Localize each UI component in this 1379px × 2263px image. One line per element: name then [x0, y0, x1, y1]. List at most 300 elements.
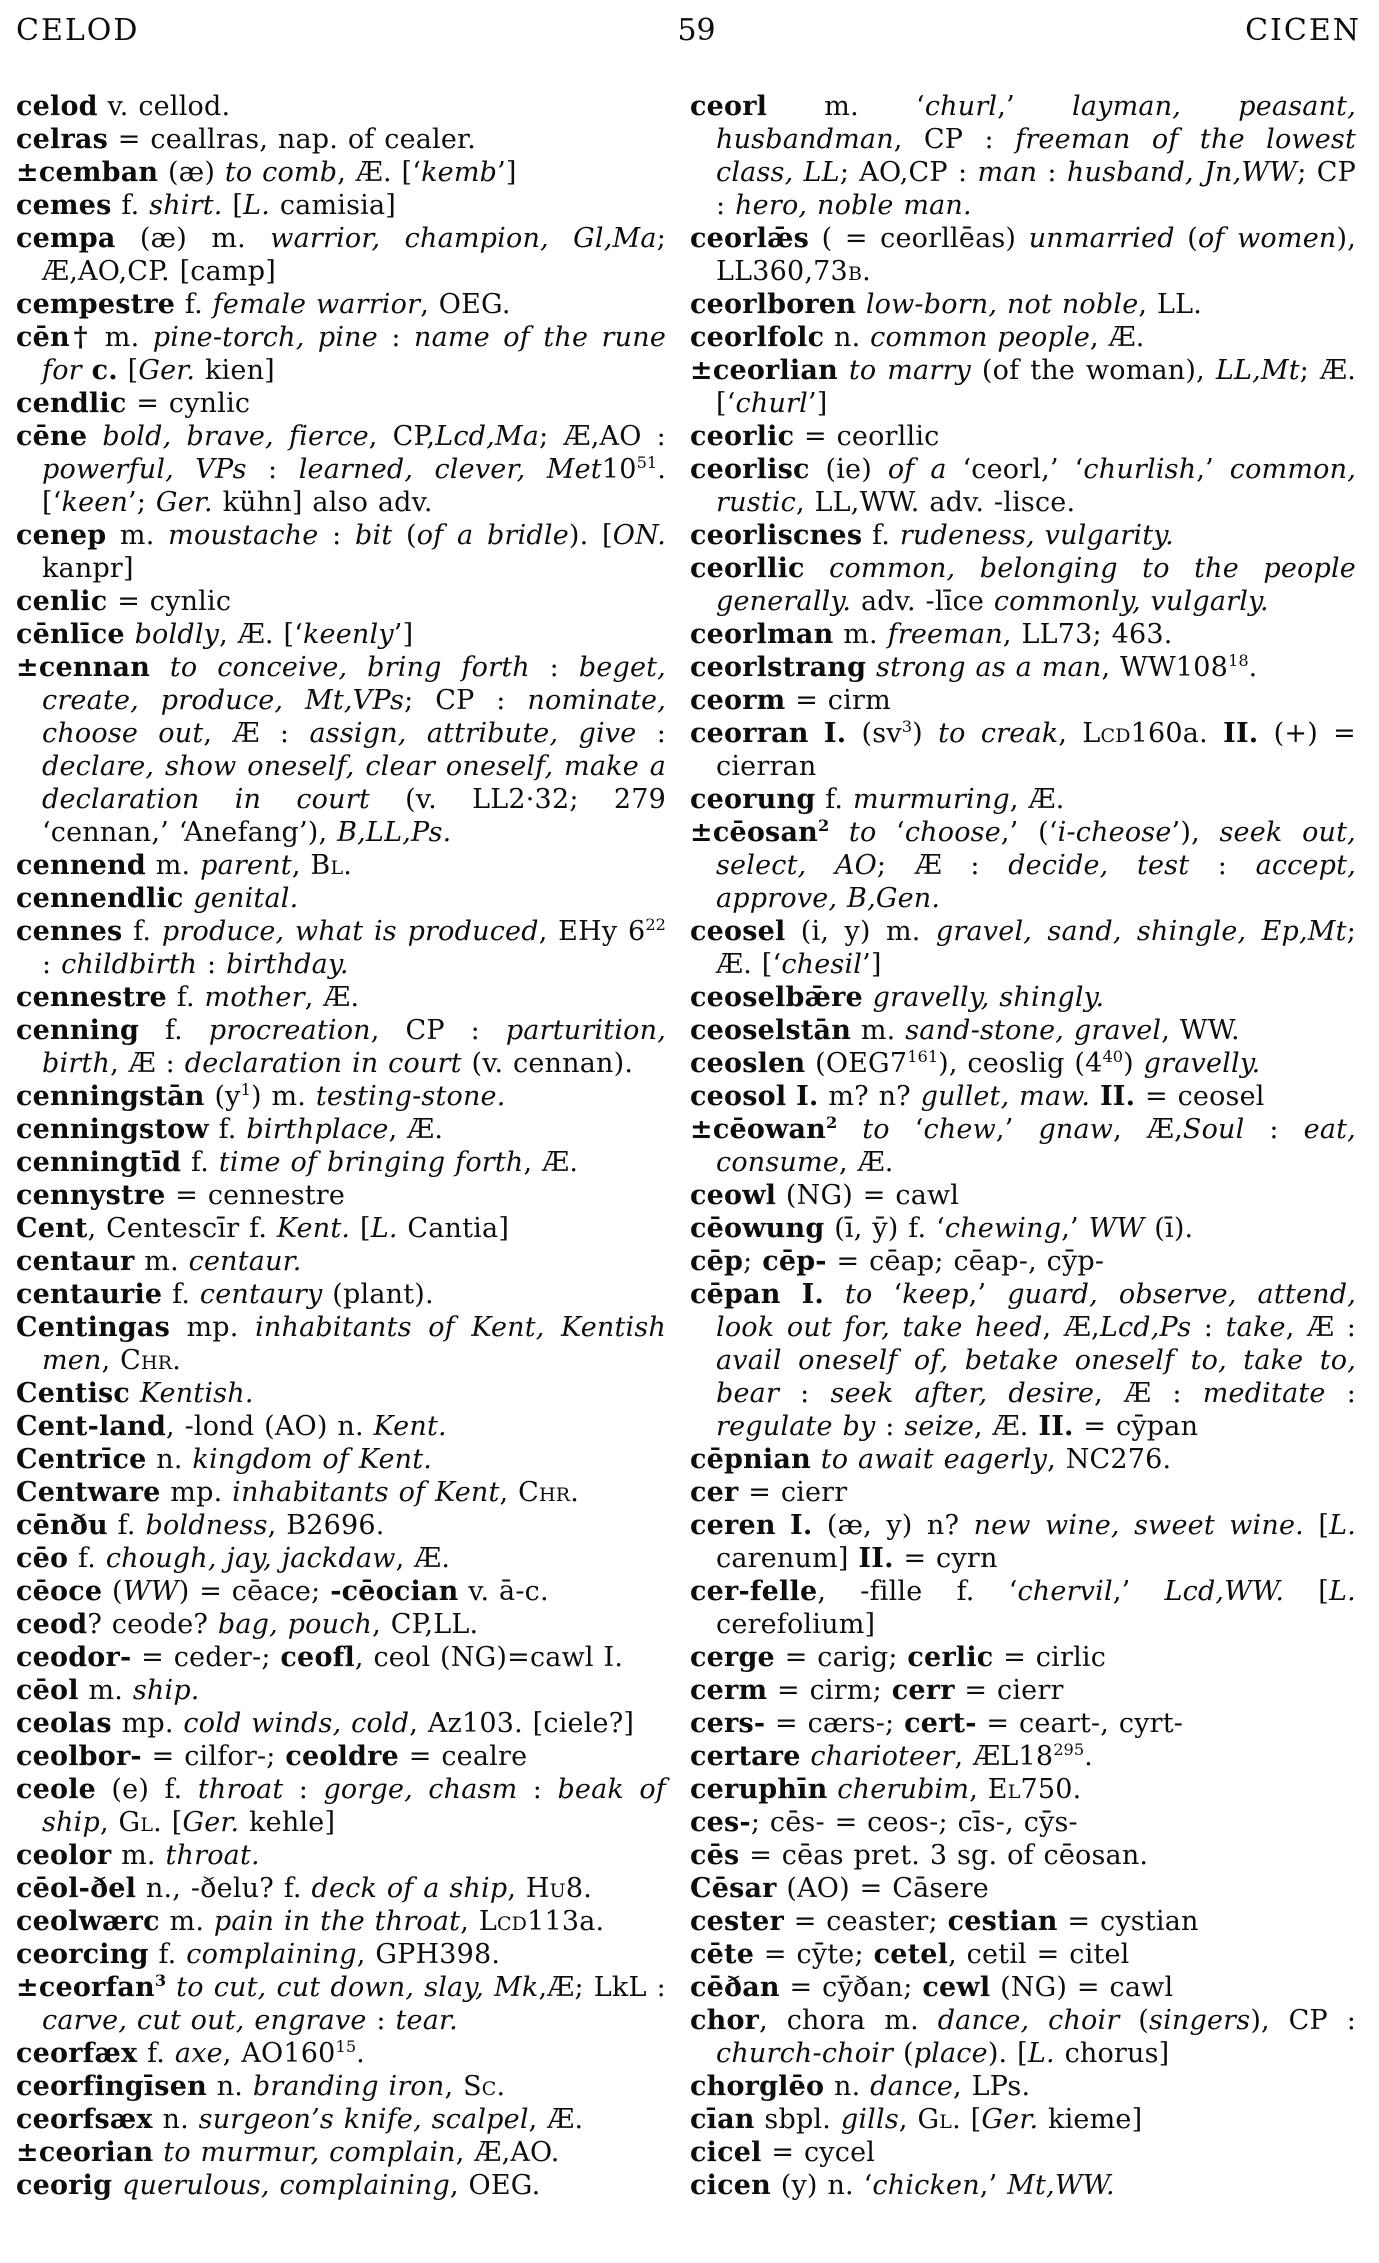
column-left	[16, 90, 666, 2202]
entry-headword: chorglēo	[690, 2071, 825, 2102]
dictionary-entry	[690, 1212, 1356, 1245]
entry-segment: Lcd	[478, 1906, 528, 1937]
dictionary-entry	[690, 1938, 1356, 1971]
entry-segment: Cantia]	[397, 1213, 510, 1244]
entry-segment: (ie)	[809, 454, 888, 485]
entry-headword: ceoselbǣre	[690, 982, 863, 1013]
entry-segment: i-cheose	[1057, 817, 1172, 848]
entry-headword: c.	[91, 355, 118, 386]
entry-segment: husband, Jn,WW	[1066, 157, 1298, 188]
dictionary-entry	[16, 1971, 666, 2037]
entry-segment: Ger.	[138, 355, 196, 386]
dictionary-entry	[16, 189, 666, 222]
entry-segment: f.	[139, 1015, 209, 1046]
dictionary-entry	[690, 420, 1356, 453]
entry-segment: to marry	[848, 355, 972, 386]
dictionary-entry	[690, 1476, 1356, 1509]
entry-headword: ceorlisc	[690, 454, 810, 485]
entry-segment: ,’ (‘	[1000, 817, 1058, 848]
entry-segment: deck of a ship	[311, 1873, 508, 1904]
entry-segment: to murmur, complain	[163, 2137, 456, 2168]
entry-segment: chew	[923, 1114, 996, 1145]
entry-segment: , Æ.	[395, 1543, 451, 1574]
entry-headword: cēp	[690, 1246, 744, 1277]
entry-segment: , Æ.	[523, 1147, 579, 1178]
entry-segment: churl	[924, 91, 998, 122]
entry-segment: m.	[78, 1675, 133, 1706]
entry-segment: chorus]	[1054, 2038, 1170, 2069]
entry-segment: to cut, cut down, slay, Mk	[176, 1972, 539, 2003]
entry-segment: 40	[1102, 1047, 1124, 1066]
dictionary-entry	[16, 1839, 666, 1872]
entry-headword: cenep	[16, 520, 107, 551]
entry-segment: ? ceode?	[87, 1609, 218, 1640]
entry-segment: ,	[460, 1906, 479, 1937]
entry-segment	[838, 355, 849, 386]
entry-segment: regulate by	[716, 1411, 876, 1442]
entry-segment: Mt,WW.	[1007, 2170, 1115, 2201]
entry-segment: , Az103. [ciele?]	[409, 1708, 635, 1739]
entry-segment: ,’	[995, 1114, 1039, 1145]
entry-segment: Lcd,Ma	[435, 421, 540, 452]
entry-headword: cers-	[690, 1708, 766, 1739]
entry-segment: (	[1174, 223, 1198, 254]
entry-segment: choose	[904, 817, 1001, 848]
entry-segment: ; Æ. [‘	[716, 355, 1356, 419]
entry-segment: 1	[240, 1080, 251, 1099]
entry-segment: testing-stone.	[315, 1081, 506, 1112]
dictionary-entry	[690, 552, 1356, 618]
entry-segment: WW	[1088, 1213, 1145, 1244]
entry-segment: ON.	[612, 520, 666, 551]
dictionary-entry	[690, 684, 1356, 717]
entry-headword: ceorm	[690, 685, 786, 716]
entry-headword: ceolas	[16, 1708, 112, 1739]
entry-segment: , Æ,	[1113, 1114, 1183, 1145]
entry-segment: ,	[291, 850, 311, 881]
entry-segment: :	[529, 652, 579, 683]
entry-segment: :	[517, 1774, 558, 1805]
entry-segment: name of the rune for	[42, 322, 667, 386]
entry-segment	[786, 1081, 796, 1112]
entry-headword: cer-felle	[690, 1576, 818, 1607]
entry-headword: cerge	[690, 1642, 775, 1673]
entry-segment: low-born, not noble	[865, 289, 1139, 320]
dictionary-entry	[690, 2103, 1356, 2136]
entry-segment: L.	[1027, 2038, 1055, 2069]
entry-segment: ’]	[807, 388, 828, 419]
entry-segment: produce, what is produced	[161, 916, 539, 947]
entry-segment: m.	[833, 619, 888, 650]
entry-headword: certare	[690, 1741, 801, 1772]
dictionary-entry	[16, 2169, 666, 2202]
column-right	[690, 90, 1356, 2202]
entry-segment: mp.	[160, 1477, 233, 1508]
dictionary-entry	[690, 1278, 1356, 1443]
page-number: 59	[677, 13, 716, 48]
entry-segment: 295	[1053, 1740, 1085, 1759]
entry-segment: seek after, desire	[830, 1378, 1095, 1409]
entry-segment: surgeon’s knife, scalpel	[198, 2104, 529, 2135]
entry-segment: throat.	[165, 1840, 260, 1871]
entry-segment: El	[987, 1774, 1021, 1805]
entry-segment: cold winds, cold	[183, 1708, 410, 1739]
entry-segment: (plant).	[322, 1279, 434, 1310]
dictionary-entry	[690, 783, 1356, 816]
entry-segment: ,Æ; LkL :	[538, 1972, 666, 2003]
entry-segment: mother	[204, 982, 305, 1013]
dictionary-entry	[690, 1245, 1356, 1278]
entry-segment: strong as a man	[876, 652, 1102, 683]
entry-segment: eat, consume	[716, 1114, 1356, 1178]
dictionary-entry	[690, 222, 1356, 288]
entry-headword: ceorran	[690, 718, 809, 749]
entry-segment: = ceaster;	[783, 1906, 948, 1937]
entry-segment: (v. LL2·32; 279 ‘cennan,’ ‘Anefang’),	[42, 784, 666, 848]
entry-segment: ,	[99, 1807, 119, 1838]
entry-segment: :	[318, 520, 356, 551]
entry-segment: (	[102, 1576, 123, 1607]
entry-segment: :	[1325, 1378, 1356, 1409]
entry-headword: cicen	[690, 2170, 771, 2201]
entry-segment: = cyrn	[893, 1543, 998, 1574]
entry-headword: Centisc	[16, 1378, 131, 1409]
entry-headword: cert-	[904, 1708, 977, 1739]
entry-segment: m.	[159, 1906, 214, 1937]
entry-segment: layman, peasant, husbandman	[716, 91, 1356, 155]
entry-segment: beak of ship	[42, 1774, 666, 1838]
dictionary-entry	[16, 1245, 666, 1278]
entry-headword: cēoce	[16, 1576, 103, 1607]
entry-segment: , Æ.	[839, 1147, 894, 1178]
entry-segment: Gl	[917, 2104, 953, 2135]
entry-headword: ceorcing	[16, 1939, 149, 1970]
entry-segment: Lcd,Ps	[1099, 1312, 1192, 1343]
entry-segment: = cȳðan;	[779, 1972, 923, 2003]
dictionary-entry	[690, 651, 1356, 684]
entry-segment: Hu	[525, 1873, 566, 1904]
dictionary-entry	[16, 1113, 666, 1146]
entry-segment	[166, 1972, 176, 2003]
dictionary-entry	[690, 453, 1356, 519]
entry-segment: = ceallras, nap. of cealer.	[108, 124, 476, 155]
entry-segment: sbpl.	[754, 2104, 841, 2135]
entry-segment: [	[1303, 1510, 1330, 1541]
entry-segment: Bl	[310, 850, 344, 881]
entry-headword: ceoldre	[285, 1741, 399, 1772]
entry-headword: cenningtīd	[16, 1147, 182, 1178]
entry-segment: ’]	[862, 949, 882, 980]
entry-segment: to creak	[938, 718, 1059, 749]
entry-segment: :	[246, 454, 299, 485]
entry-segment: (v. cennan).	[461, 1048, 634, 1079]
entry-segment: ,	[507, 1873, 526, 1904]
entry-segment: n.	[152, 2104, 199, 2135]
entry-segment: .	[343, 850, 353, 881]
entry-segment: = ceosel	[1135, 1081, 1265, 1112]
entry-segment: new wine, sweet wine.	[973, 1510, 1304, 1541]
entry-headword: Centingas	[16, 1312, 171, 1343]
entry-segment: (	[1119, 2005, 1150, 2036]
entry-segment: gravel, sand, shingle, Ep,Mt	[935, 916, 1347, 947]
entry-headword: ceoselstān	[690, 1015, 852, 1046]
entry-headword: I.	[796, 1081, 819, 1112]
entry-segment: (i, y) m.	[785, 916, 936, 947]
entry-segment: cherubim	[837, 1774, 970, 1805]
entry-segment: m? n?	[818, 1081, 921, 1112]
entry-segment: , B2696.	[267, 1510, 385, 1541]
entry-segment: ; CP :	[716, 157, 1356, 221]
entry-segment: ), LL360,73	[716, 223, 1356, 287]
entry-segment: = cennestre	[165, 1180, 346, 1211]
dictionary-entry	[16, 420, 666, 519]
entry-segment: , Æ.	[304, 982, 360, 1013]
entry-segment: [	[350, 1213, 371, 1244]
entry-segment: 10	[601, 454, 637, 485]
entry-segment: v. ā-c.	[458, 1576, 549, 1607]
entry-segment	[829, 817, 849, 848]
entry-segment: :	[283, 1774, 324, 1805]
entry-headword: cēn†	[16, 322, 92, 353]
entry-headword: ceolor	[16, 1840, 112, 1871]
entry-headword: cerm	[690, 1675, 768, 1706]
dictionary-entry	[690, 90, 1356, 222]
entry-segment: , Æ. [‘	[219, 619, 303, 650]
entry-segment	[811, 1444, 821, 1475]
entry-segment: inhabitants of Kent, Kentish men	[42, 1312, 667, 1376]
entry-segment: keep	[902, 1279, 969, 1310]
entry-segment: LL,Mt	[1215, 355, 1300, 386]
entry-segment: f.	[162, 1279, 200, 1310]
entry-segment: common, rustic	[716, 454, 1356, 518]
entry-headword: cempestre	[16, 289, 176, 320]
entry-segment: .	[1084, 1741, 1093, 1772]
entry-segment: = cȳte;	[754, 1939, 874, 1970]
entry-segment: common, belonging to the people generally.	[716, 553, 1356, 617]
entry-segment: genital.	[193, 883, 299, 914]
dictionary-entry	[16, 1872, 666, 1905]
entry-segment: :	[779, 1378, 831, 1409]
entry-headword: cendlic	[16, 388, 127, 419]
entry-headword: ceod	[16, 1609, 88, 1640]
entry-segment: , Æ. [‘	[337, 157, 422, 188]
dictionary-entry	[690, 1872, 1356, 1905]
entry-segment: common people	[870, 322, 1090, 353]
entry-segment: = cierr	[738, 1477, 848, 1508]
entry-segment: . [	[952, 2104, 982, 2135]
entry-headword: ceosol	[690, 1081, 787, 1112]
entry-headword: cēol-ðel	[16, 1873, 137, 1904]
entry-headword: ceodor-	[16, 1642, 132, 1673]
entry-segment: unmarried	[1028, 223, 1175, 254]
entry-segment: decide, test	[1008, 850, 1190, 881]
entry-headword: II.	[858, 1543, 894, 1574]
entry-segment: freeman of the lowest class, LL	[716, 124, 1357, 188]
entry-segment: ; Æ :	[876, 850, 1009, 881]
dictionary-entry	[16, 1938, 666, 1971]
entry-segment: chervil	[1017, 1576, 1113, 1607]
entry-headword: ±cēosan	[690, 817, 818, 848]
entry-segment: ), CP :	[1250, 2005, 1356, 2036]
entry-segment: complaining	[186, 1939, 357, 1970]
entry-segment: pine-torch, pine	[152, 322, 378, 353]
entry-segment: (æ, y) n?	[812, 1510, 974, 1541]
entry-headword: ±ceorlian	[690, 355, 838, 386]
entry-segment: gills	[840, 2104, 899, 2135]
dictionary-entry	[690, 1839, 1356, 1872]
entry-segment: ; CP :	[404, 685, 528, 716]
entry-headword: cēne	[16, 421, 88, 452]
entry-segment: carenum]	[716, 1543, 859, 1574]
entry-segment: m.	[851, 1015, 906, 1046]
dictionary-entry	[690, 1509, 1356, 1575]
entry-segment: = ceder-;	[131, 1642, 281, 1673]
dictionary-entry	[16, 915, 666, 981]
entry-segment: ship.	[132, 1675, 200, 1706]
entry-segment: , LL.	[1138, 289, 1202, 320]
dictionary-entry	[16, 1740, 666, 1773]
dictionary-entry	[16, 222, 666, 288]
entry-segment: (OEG7	[805, 1048, 908, 1079]
entry-headword: centaurie	[16, 1279, 163, 1310]
dictionary-entry	[16, 882, 666, 915]
dictionary-entry	[690, 1740, 1356, 1773]
entry-segment: ,’	[1196, 454, 1230, 485]
entry-segment: church-choir	[716, 2038, 894, 2069]
entry-segment: f.	[166, 982, 205, 1013]
entry-segment: ,’	[997, 91, 1073, 122]
entry-segment: f.	[175, 289, 213, 320]
entry-headword: cenning	[16, 1015, 140, 1046]
entry-segment: shirt.	[149, 190, 223, 221]
entry-segment: freeman	[887, 619, 1003, 650]
header-guide-word-right: CICEN	[1245, 13, 1361, 48]
dictionary-entry	[690, 2070, 1356, 2103]
entry-headword: cempa	[16, 223, 116, 254]
dictionary-entry	[690, 1905, 1356, 1938]
entry-segment: L.	[1329, 1576, 1356, 1607]
dictionary-entry	[16, 2037, 666, 2070]
entry-segment: kanpr]	[42, 553, 134, 584]
entry-segment: :	[366, 2005, 396, 2036]
entry-segment: = ceart-, cyrt-	[976, 1708, 1184, 1739]
dictionary-entry	[16, 981, 666, 1014]
dictionary-entry	[690, 2169, 1356, 2202]
entry-segment: churlish	[1083, 454, 1197, 485]
entry-segment: dance	[870, 2071, 954, 2102]
entry-segment: , CP :	[893, 124, 1016, 155]
entry-segment: parent	[200, 850, 292, 881]
entry-segment: procreation	[208, 1015, 371, 1046]
entry-headword: Cent	[16, 1213, 88, 1244]
dictionary-entry	[16, 585, 666, 618]
entry-segment: , AO160	[222, 2038, 336, 2069]
entry-segment: ), ceoslig (4	[938, 1048, 1103, 1079]
entry-headword: cēo	[16, 1543, 69, 1574]
entry-segment: ) m.	[250, 1081, 316, 1112]
entry-segment: parturition, birth	[42, 1015, 666, 1079]
entry-segment: Ger.	[182, 1807, 240, 1838]
entry-headword: Centware	[16, 1477, 161, 1508]
entry-segment: kien]	[195, 355, 275, 386]
entry-headword: ceorlic	[690, 421, 795, 452]
dictionary-entry	[690, 2004, 1356, 2070]
entry-headword: cēnðu	[16, 1510, 108, 1541]
entry-segment: ‘	[872, 1279, 903, 1310]
entry-segment: mp.	[170, 1312, 256, 1343]
entry-segment: , Æ,	[1042, 1312, 1100, 1343]
entry-segment: .	[862, 256, 871, 287]
entry-segment	[824, 1279, 845, 1310]
entry-headword: Centrīce	[16, 1444, 147, 1475]
entry-segment: ( = ceorllēas)	[809, 223, 1029, 254]
dictionary-entry	[16, 849, 666, 882]
entry-headword: ceosel	[690, 916, 786, 947]
entry-segment: b	[847, 256, 863, 287]
entry-headword: -cēocian	[330, 1576, 459, 1607]
dictionary-entry	[16, 1443, 666, 1476]
entry-segment: ). [	[568, 520, 613, 551]
entry-segment: ,’	[979, 2170, 1008, 2201]
entry-segment: 51	[636, 453, 658, 472]
entry-segment	[184, 883, 194, 914]
entry-segment: m.	[91, 322, 153, 353]
entry-segment: kingdom of Kent.	[192, 1444, 433, 1475]
entry-segment: centaury	[199, 1279, 323, 1310]
entry-headword: ceorl	[690, 91, 768, 122]
dictionary-entry	[690, 1674, 1356, 1707]
entry-segment: (	[392, 520, 417, 551]
entry-segment: kehle]	[239, 1807, 336, 1838]
page-header	[16, 0, 1361, 56]
entry-segment: bold, brave, fierce	[102, 421, 369, 452]
entry-segment: :	[1191, 1312, 1226, 1343]
entry-headword: ±cennan	[16, 652, 151, 683]
entry-segment: 8.	[565, 1873, 593, 1904]
entry-headword: cerr	[891, 1675, 955, 1706]
dictionary-entry	[16, 519, 666, 585]
dictionary-entry	[16, 123, 666, 156]
dictionary-entry	[16, 1509, 666, 1542]
entry-segment: ,	[969, 1774, 988, 1805]
entry-headword: ceorung	[690, 784, 816, 815]
entry-segment: declare, show oneself, clear oneself, make a declaration in court	[42, 751, 666, 815]
dictionary-entry	[16, 1476, 666, 1509]
entry-segment: ‘	[889, 1114, 924, 1145]
entry-segment: inhabitants of Kent	[232, 1477, 500, 1508]
entry-segment: f.	[148, 1939, 187, 1970]
entry-segment: (æ)	[158, 157, 225, 188]
entry-segment: (y	[204, 1081, 241, 1112]
entry-headword: ceoslen	[690, 1048, 806, 1079]
entry-segment: Soul	[1182, 1114, 1245, 1145]
entry-segment	[837, 1114, 862, 1145]
entry-segment: .	[496, 2071, 506, 2102]
entry-segment: , ceol (NG)=cawl I.	[354, 1642, 624, 1673]
entry-segment: hero, noble man.	[735, 190, 972, 221]
entry-segment: assign, attribute, give	[309, 718, 637, 749]
entry-headword: ceorlman	[690, 619, 834, 650]
entry-segment: Chr	[518, 1477, 571, 1508]
entry-segment: , OEG.	[420, 289, 511, 320]
entry-segment	[153, 2137, 163, 2168]
entry-segment	[125, 619, 135, 650]
entry-segment	[781, 1279, 802, 1310]
entry-segment: f.	[815, 784, 853, 815]
dictionary-entry	[690, 2136, 1356, 2169]
entry-headword: ceorllic	[690, 553, 805, 584]
entry-segment: camisia]	[270, 190, 397, 221]
